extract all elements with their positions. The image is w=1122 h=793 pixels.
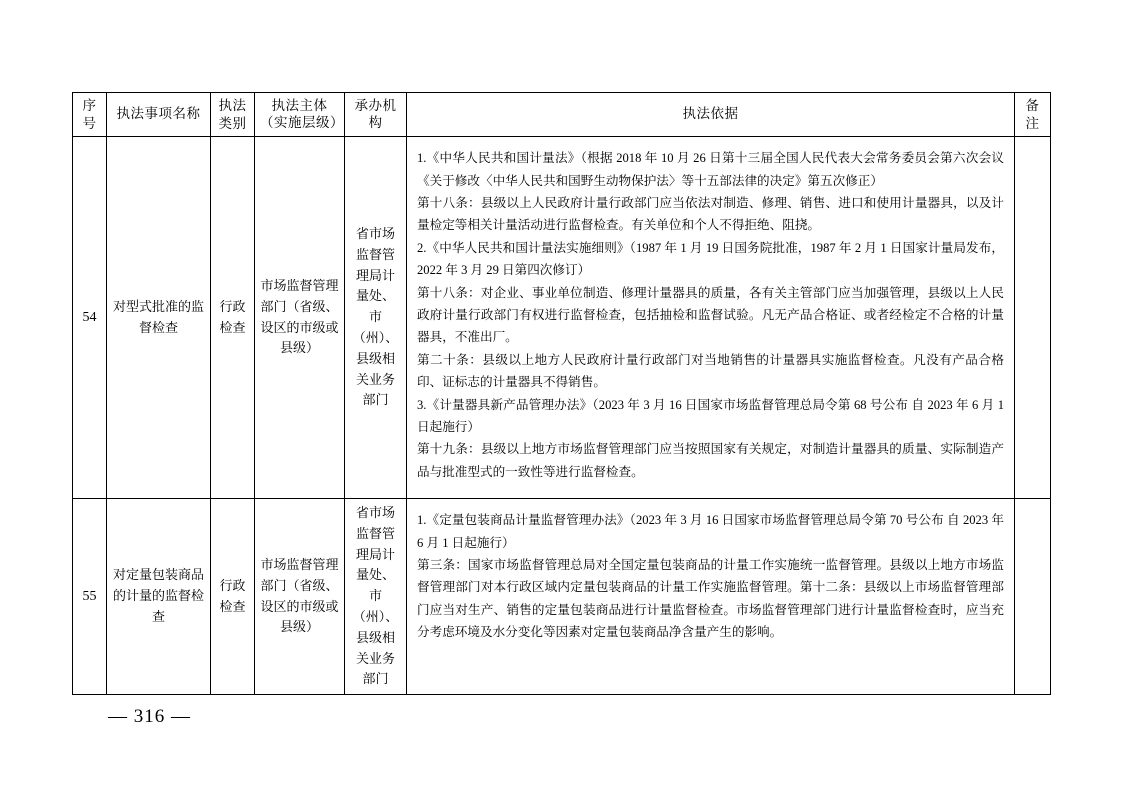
basis-paragraph: 第十八条：对企业、事业单位制造、修理计量器具的质量，各有关主管部门应当加强管理，县级以上人民政府计量行政部门有权进行监督检查，包括抽检和监督试验。凡无产品合格证、或者经检定不合格的计量器具，不准出厂。 — [417, 285, 1004, 345]
cell-item-basis — [407, 137, 1015, 499]
cell-item-name: 对定量包装商品的计量的监督检查 — [107, 499, 211, 695]
cell-item-type: 行政检查 — [211, 499, 255, 695]
basis-paragraph: 1.《中华人民共和国计量法》（根据 2018 年 10 月 26 日第十三届全国人民代表大会常务委员会第六次会议《关于修改〈中华人民共和国野生动物保护法〉等十五部法律的决定》第五次修正） — [417, 151, 1004, 188]
enforcement-items-table — [72, 92, 1051, 695]
cell-item-remark — [1015, 499, 1051, 695]
table-row — [73, 499, 1051, 695]
column-header-type: 执法类别 — [211, 93, 255, 137]
basis-paragraph: 第十八条：县级以上人民政府计量行政部门应当依法对制造、修理、销售、进口和使用计量器具，以及计量检定等相关计量活动进行监督检查。有关单位和个人不得拒绝、阻挠。 — [417, 195, 1004, 233]
column-header-name: 执法事项名称 — [107, 93, 211, 137]
basis-paragraph: 2.《中华人民共和国计量法实施细则》（1987 年 1 月 19 日国务院批准，1987 年 2 月 1 日国家计量局发布，2022 年 3 月 29 日第四次修订） — [417, 240, 1004, 278]
basis-paragraph: 第二十条：县级以上地方人民政府计量行政部门对当地销售的计量器具实施监督检查。凡没有产品合格印、证标志的计量器具不得销售。 — [417, 352, 1004, 390]
cell-seq: 55 — [73, 499, 107, 695]
table-row — [73, 137, 1051, 499]
cell-item-org: 省市场监督管理局计量处、市（州）、县级相关业务部门 — [345, 499, 407, 695]
table-body — [73, 137, 1051, 695]
cell-item-subject: 市场监督管理部门（省级、设区的市级或县级） — [255, 499, 345, 695]
cell-item-basis — [407, 499, 1015, 695]
basis-paragraph: 第三条：国家市场监督管理总局对全国定量包装商品的计量工作实施统一监督管理。县级以上地方市场监督管理部门对本行政区域内定量包装商品的计量工作实施监督管理。第十二条：县级以上市场监督管理部门应当对生产、销售的定量包装商品进行计量监督检查。市场监督管理部门进行计量监督检查时，应当充分考虑环境及水分变化等因素对定量包装商品净含量产生的影响。 — [417, 557, 1004, 640]
cell-item-remark — [1015, 137, 1051, 499]
cell-item-subject: 市场监督管理部门（省级、设区的市级或县级） — [255, 137, 345, 499]
cell-item-org: 省市场监督管理局计量处、市（州）、县级相关业务部门 — [345, 137, 407, 499]
basis-paragraph: 1.《定量包装商品计量监督管理办法》（2023 年 3 月 16 日国家市场监督管理总局令第 70 号公布 自 2023 年 6 月 1 日起施行） — [417, 513, 1004, 550]
table-header — [73, 93, 1051, 137]
column-header-remark: 备注 — [1015, 93, 1051, 137]
column-header-org: 承办机构 — [345, 93, 407, 137]
column-header-seq: 序号 — [73, 93, 107, 137]
cell-item-name: 对型式批准的监督检查 — [107, 137, 211, 499]
table-header-row — [73, 93, 1051, 137]
cell-item-type: 行政检查 — [211, 137, 255, 499]
page-number: — 316 — — [108, 706, 191, 727]
column-header-basis: 执法依据 — [407, 93, 1015, 137]
basis-paragraph: 3.《计量器具新产品管理办法》（2023 年 3 月 16 日国家市场监督管理总局令第 68 号公布 自 2023 年 6 月 1 日起施行） — [417, 397, 1004, 434]
cell-seq: 54 — [73, 137, 107, 499]
basis-paragraph: 第十九条：县级以上地方市场监督管理部门应当按照国家有关规定，对制造计量器具的质量、实际制造产品与批准型式的一致性等进行监督检查。 — [417, 442, 1004, 479]
column-header-subject: 执法主体（实施层级） — [255, 93, 345, 137]
